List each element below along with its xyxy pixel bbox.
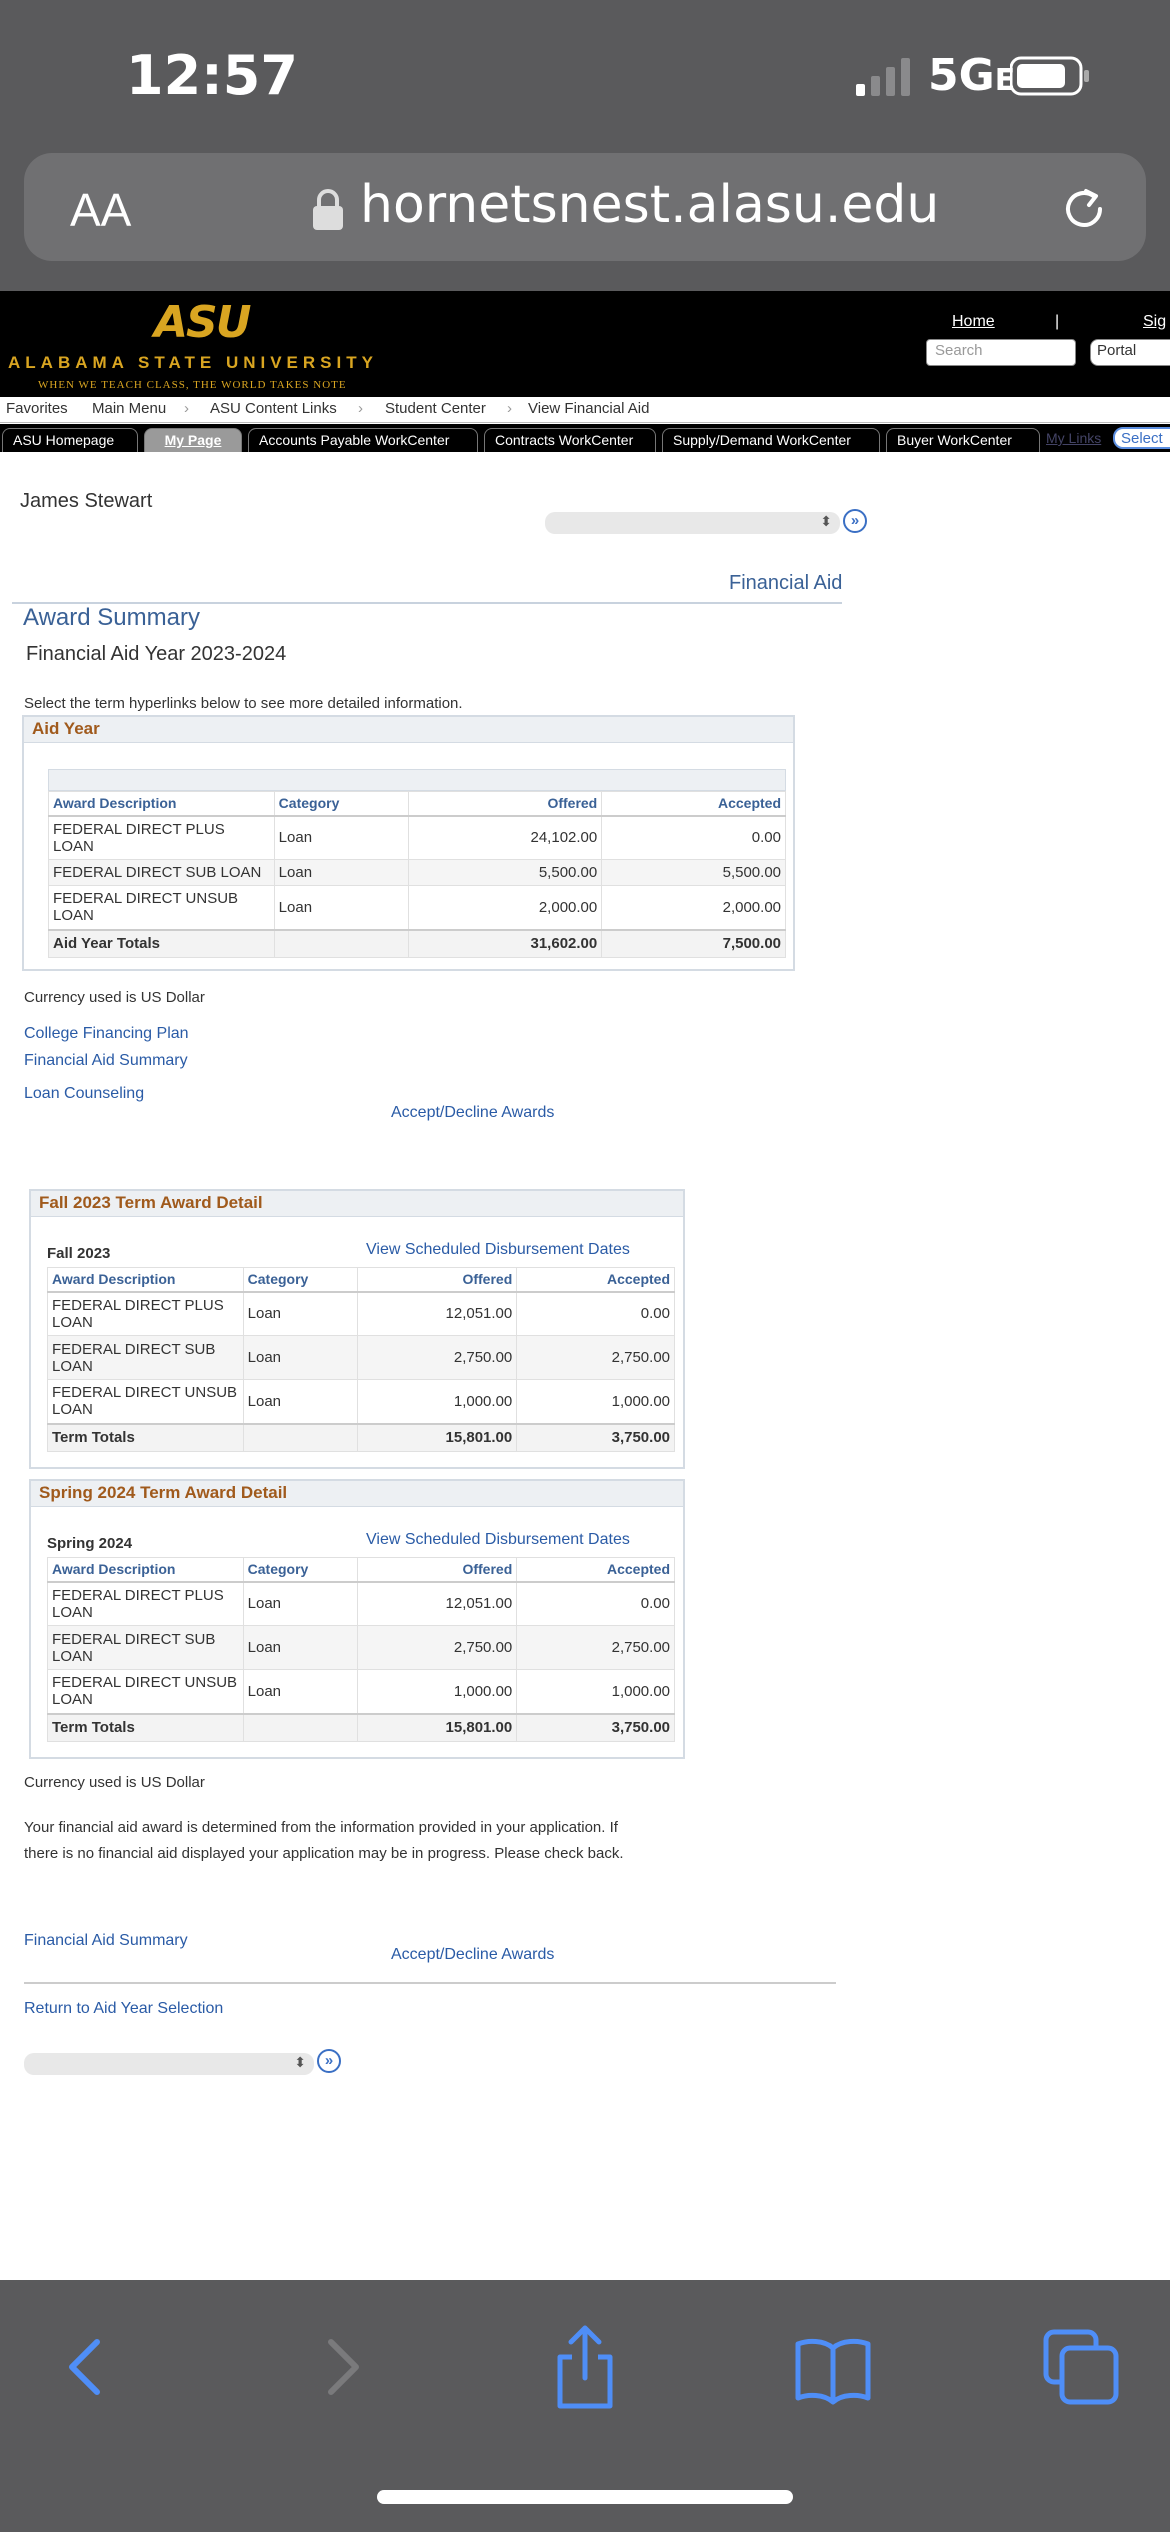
totals-label: Term Totals xyxy=(48,1714,244,1742)
breadcrumb-main-menu[interactable]: Main Menu xyxy=(92,400,167,417)
aid-year-table xyxy=(48,791,786,958)
breadcrumb-view-financial-aid[interactable]: View Financial Aid xyxy=(528,400,650,417)
totals-row xyxy=(48,1424,675,1452)
tabs-icon[interactable] xyxy=(1036,2322,1126,2412)
loan-counseling-link[interactable]: Loan Counseling xyxy=(24,1085,145,1102)
tab-contracts[interactable]: Contracts WorkCenter xyxy=(484,428,656,452)
award-offered: 12,051.00 xyxy=(357,1582,517,1626)
url-text[interactable]: hornetsnest.alasu.edu xyxy=(360,175,940,235)
tab-my-page[interactable]: My Page xyxy=(144,428,242,452)
award-accepted: 0.00 xyxy=(602,816,786,860)
fall-term-group xyxy=(29,1189,685,1469)
chevron-updown-icon: ⬍ xyxy=(294,2054,306,2070)
award-accepted: 0.00 xyxy=(517,1582,675,1626)
table-row xyxy=(48,1380,675,1424)
asu-logo-mark: ASU xyxy=(154,297,250,348)
status-time: 12:57 xyxy=(126,44,298,107)
spring-term-table xyxy=(47,1557,675,1742)
award-description: FEDERAL DIRECT SUB LOAN xyxy=(48,1336,244,1380)
breadcrumb-favorites[interactable]: Favorites xyxy=(6,400,68,417)
award-description: FEDERAL DIRECT UNSUB LOAN xyxy=(49,886,275,930)
college-financing-plan-link[interactable]: College Financing Plan xyxy=(24,1025,189,1042)
spring-term-group xyxy=(29,1479,685,1759)
award-category: Loan xyxy=(243,1292,357,1336)
page-navigation-select[interactable] xyxy=(545,512,840,534)
aid-year-header: Aid Year xyxy=(24,717,793,743)
grid-toolbar xyxy=(48,769,786,791)
go-button[interactable]: » xyxy=(317,2049,341,2073)
award-category: Loan xyxy=(243,1670,357,1714)
breadcrumb-asu-content-links[interactable]: ASU Content Links xyxy=(210,400,337,417)
award-category: Loan xyxy=(274,816,408,860)
reload-icon[interactable] xyxy=(1056,181,1112,237)
award-offered: 2,000.00 xyxy=(408,886,602,930)
bookmarks-icon[interactable] xyxy=(788,2322,878,2412)
signal-icon xyxy=(856,58,914,96)
address-bar[interactable] xyxy=(24,153,1146,261)
university-name: ALABAMA STATE UNIVERSITY xyxy=(8,353,378,372)
forward-icon[interactable] xyxy=(296,2322,386,2412)
award-description: FEDERAL DIRECT PLUS LOAN xyxy=(48,1582,244,1626)
fall-term-table xyxy=(47,1267,675,1452)
award-accepted: 0.00 xyxy=(517,1292,675,1336)
header-home-link[interactable]: Home xyxy=(952,313,995,330)
totals-label: Aid Year Totals xyxy=(49,930,275,958)
battery-icon xyxy=(1010,56,1090,96)
currency-note: Currency used is US Dollar xyxy=(24,1774,205,1791)
chevron-updown-icon: ⬍ xyxy=(820,513,832,529)
award-accepted: 1,000.00 xyxy=(517,1380,675,1424)
instructions-text: Select the term hyperlinks below to see more detailed information. xyxy=(24,695,463,712)
header-search-input[interactable]: Search xyxy=(926,339,1076,366)
award-description: FEDERAL DIRECT PLUS LOAN xyxy=(48,1292,244,1336)
award-description: FEDERAL DIRECT UNSUB LOAN xyxy=(48,1380,244,1424)
totals-accepted: 3,750.00 xyxy=(517,1424,675,1452)
totals-offered: 15,801.00 xyxy=(357,1424,517,1452)
breadcrumb-separator-icon: › xyxy=(507,400,512,417)
award-accepted: 2,750.00 xyxy=(517,1336,675,1380)
award-accepted: 5,500.00 xyxy=(602,860,786,886)
award-category: Loan xyxy=(274,860,408,886)
divider xyxy=(24,1982,836,1984)
lock-icon xyxy=(310,187,346,231)
award-offered: 2,750.00 xyxy=(357,1336,517,1380)
table-row xyxy=(48,1582,675,1626)
totals-label: Term Totals xyxy=(48,1424,244,1452)
financial-aid-summary-link[interactable]: Financial Aid Summary xyxy=(24,1052,188,1069)
fall-term-label: Fall 2023 xyxy=(47,1245,111,1262)
table-row xyxy=(48,1670,675,1714)
totals-category xyxy=(274,930,408,958)
financial-aid-link[interactable]: Financial Aid xyxy=(729,572,843,594)
award-accepted: 1,000.00 xyxy=(517,1670,675,1714)
fall-term-header: Fall 2023 Term Award Detail xyxy=(31,1191,683,1217)
go-button[interactable]: » xyxy=(843,509,867,533)
col-accepted: Accepted xyxy=(517,1558,675,1582)
totals-accepted: 3,750.00 xyxy=(517,1714,675,1742)
totals-offered: 31,602.00 xyxy=(408,930,602,958)
site-header xyxy=(0,291,1170,397)
col-category: Category xyxy=(243,1268,357,1292)
spring-disbursement-link[interactable]: View Scheduled Disbursement Dates xyxy=(366,1531,630,1548)
person-name: James Stewart xyxy=(20,490,153,512)
award-offered: 2,750.00 xyxy=(357,1626,517,1670)
breadcrumb-student-center[interactable]: Student Center xyxy=(385,400,486,417)
col-offered: Offered xyxy=(357,1558,517,1582)
portal-tab-bar xyxy=(0,424,1170,452)
totals-category xyxy=(243,1714,357,1742)
award-category: Loan xyxy=(243,1626,357,1670)
back-icon[interactable] xyxy=(42,2322,132,2412)
award-description: FEDERAL DIRECT PLUS LOAN xyxy=(49,816,275,860)
aid-year-group xyxy=(22,715,795,971)
network-type: 5GE xyxy=(928,50,1016,101)
tab-buyer[interactable]: Buyer WorkCenter xyxy=(886,428,1040,452)
award-category: Loan xyxy=(243,1582,357,1626)
spring-term-header: Spring 2024 Term Award Detail xyxy=(31,1481,683,1507)
award-description: FEDERAL DIRECT SUB LOAN xyxy=(49,860,275,886)
page-title: Award Summary xyxy=(23,604,200,631)
totals-row xyxy=(48,1714,675,1742)
totals-accepted: 7,500.00 xyxy=(602,930,786,958)
col-accepted: Accepted xyxy=(517,1268,675,1292)
header-sign-out-link[interactable]: Sig xyxy=(1143,313,1167,330)
my-links-link[interactable]: My Links xyxy=(1046,430,1102,446)
totals-offered: 15,801.00 xyxy=(357,1714,517,1742)
asu-logo[interactable] xyxy=(0,291,418,397)
award-description: FEDERAL DIRECT SUB LOAN xyxy=(48,1626,244,1670)
totals-category xyxy=(243,1424,357,1452)
breadcrumb-separator-icon: › xyxy=(358,400,363,417)
award-info-paragraph: Your financial aid award is determined from the information provided in your application. If there is no financial aid displayed your application may be in progress. Please check back. xyxy=(24,1819,624,1862)
table-row xyxy=(49,816,786,860)
col-award-description: Award Description xyxy=(49,792,275,816)
table-row xyxy=(48,1336,675,1380)
col-offered: Offered xyxy=(357,1268,517,1292)
award-accepted: 2,000.00 xyxy=(602,886,786,930)
page-navigation-select[interactable] xyxy=(24,2053,314,2075)
financial-aid-summary-link[interactable]: Financial Aid Summary xyxy=(24,1932,188,1949)
col-award-description: Award Description xyxy=(48,1558,244,1582)
accept-decline-awards-link[interactable]: Accept/Decline Awards xyxy=(391,1946,555,1963)
tab-supply-demand[interactable]: Supply/Demand WorkCenter xyxy=(662,428,880,452)
award-offered: 5,500.00 xyxy=(408,860,602,886)
totals-row xyxy=(49,930,786,958)
award-category: Loan xyxy=(243,1336,357,1380)
tab-accounts-payable[interactable]: Accounts Payable WorkCenter xyxy=(248,428,478,452)
university-tagline: WHEN WE TEACH CLASS, THE WORLD TAKES NOTE xyxy=(38,379,347,391)
share-icon[interactable] xyxy=(540,2322,630,2412)
breadcrumb xyxy=(0,397,1170,423)
award-offered: 12,051.00 xyxy=(357,1292,517,1336)
return-to-aid-year-link[interactable]: Return to Aid Year Selection xyxy=(24,2000,224,2017)
text-size-button[interactable]: AA xyxy=(70,184,132,236)
spring-term-label: Spring 2024 xyxy=(47,1535,133,1552)
award-offered: 24,102.00 xyxy=(408,816,602,860)
award-offered: 1,000.00 xyxy=(357,1670,517,1714)
col-category: Category xyxy=(243,1558,357,1582)
fall-disbursement-link[interactable]: View Scheduled Disbursement Dates xyxy=(366,1241,630,1258)
award-accepted: 2,750.00 xyxy=(517,1626,675,1670)
col-category: Category xyxy=(274,792,408,816)
award-description: FEDERAL DIRECT UNSUB LOAN xyxy=(48,1670,244,1714)
award-category: Loan xyxy=(243,1380,357,1424)
col-offered: Offered xyxy=(408,792,602,816)
col-accepted: Accepted xyxy=(602,792,786,816)
tab-select-dropdown[interactable]: Select xyxy=(1113,427,1170,449)
home-indicator xyxy=(377,2490,793,2504)
award-offered: 1,000.00 xyxy=(357,1380,517,1424)
table-row xyxy=(48,1626,675,1670)
aid-year-label: Financial Aid Year 2023-2024 xyxy=(26,643,287,665)
award-category: Loan xyxy=(274,886,408,930)
accept-decline-awards-link[interactable]: Accept/Decline Awards xyxy=(391,1104,555,1121)
browser-top-chrome xyxy=(0,0,1170,291)
table-row xyxy=(48,1292,675,1336)
header-portal-select[interactable]: Portal xyxy=(1090,339,1170,366)
tab-asu-homepage[interactable]: ASU Homepage xyxy=(2,428,138,452)
table-row xyxy=(49,886,786,930)
table-row xyxy=(49,860,786,886)
breadcrumb-separator-icon: › xyxy=(184,400,189,417)
currency-note: Currency used is US Dollar xyxy=(24,989,205,1006)
col-award-description: Award Description xyxy=(48,1268,244,1292)
header-separator: | xyxy=(1055,313,1060,330)
